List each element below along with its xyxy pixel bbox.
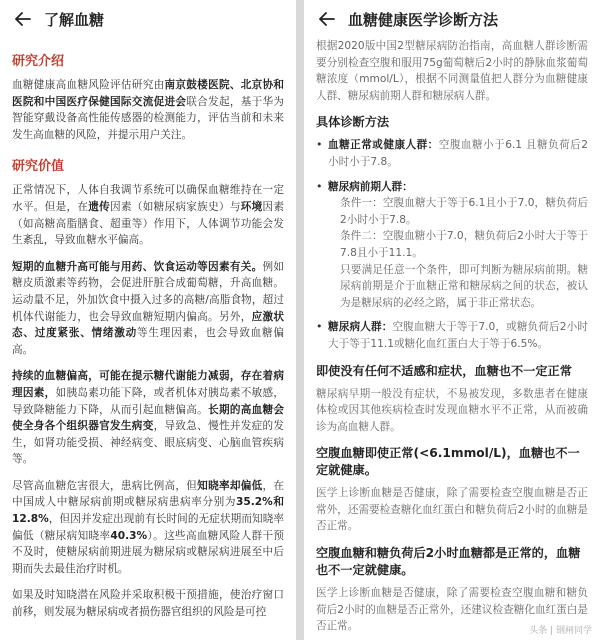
bullet-diabetes: • 糖尿病人群：空腹血糖大于等于7.0，或糖负荷后2小时大于等于11.1或糖化血红蛋白大于等于6.5%。: [316, 320, 588, 350]
bullet-dot: •: [316, 320, 323, 334]
value-paragraph-1: 正常情况下，人体自我调节系统可以确保血糖维持在一定水平。但是，在遗传因素（如糖尿病家族史）与环境因素（如高糖高脂膳食、超重等）作用下，人体调节功能会发生紊乱，导致血糖水平偏高。: [12, 184, 285, 247]
text-fasting-normal: 医学上诊断血糖是否健康，除了需要检查空腹血糖是否正常外，还需要检查糖化血红蛋白和糖负荷后2小时的血糖是否正常。: [316, 487, 588, 533]
condition-1: 条件一：空腹血糖大于等于6.1且小于7.0，糖负荷后2小时小于7.8。: [340, 197, 588, 226]
left-header: [12, 0, 284, 38]
arrow-left-icon: [319, 12, 335, 26]
heading-fasting-normal: 空腹血糖即使正常(<6.1mmol/L)，血糖也不一定就健康。: [316, 446, 580, 478]
heading-both-normal: 空腹血糖和糖负荷后2小时血糖都是正常的，血糖也不一定就健康。: [316, 546, 581, 578]
bullet-dot: •: [316, 138, 323, 152]
heading-no-symptoms: 即使没有任何不适感和症状，血糖也不一定正常: [316, 363, 572, 378]
intro-heading: 研究介绍: [12, 54, 65, 69]
value-paragraph-4: 尽管高血糖危害很大，患病比例高，但知晓率却偏低，在中国成人中糖尿病前期或糖尿病患病率分别为35.2%和12.8%，但因并发症出现前有长时间的无症状期而知晓率偏低（糖尿病知晓率40.3%）。这些高血糖风险人群干预不及时，使糖尿病前期进展为糖尿病或糖尿病进展至中后期而失去最佳治疗时机。: [12, 479, 285, 575]
right-header: [316, 0, 588, 38]
method-heading: 具体诊断方法: [316, 115, 390, 130]
bullet-dot: •: [316, 179, 323, 193]
bullet-normal: • 血糖正常或健康人群：空腹血糖小于6.1 且糖负荷后2小时小于7.8。: [316, 138, 588, 168]
text-no-symptoms: 糖尿病早期一般没有症状，不易被发现，多数患者在健康体检或因其他疾病检查时发现血糖水平不正常，从而被确诊为高血糖人群。: [316, 387, 588, 433]
page-title-right: 血糖健康医学诊断方法: [348, 10, 499, 29]
bullet-prediabetes: • 糖尿病前期人群： 条件一：空腹血糖大于等于6.1且小于7.0，糖负荷后2小时小于7.8。 条件二：空腹血糖小于7.0，糖负荷后2小时大于等于7.8且小于11.1。 只要满足任意一个条件，即可判断为糖尿病前期。糖尿病前期是介于血糖正常和糖尿病之间的状态，被认为是糖尿病的必经之路，属于非正常状态。: [316, 179, 588, 312]
text-both-normal: 医学上诊断血糖是否健康，除了需要检查空腹血糖和糖负荷后2小时的血糖是否正常外，还建议检查糖化血红蛋白是否正常。: [316, 587, 588, 633]
prediabetes-note: 只要满足任意一个条件，即可判断为糖尿病前期。糖尿病前期是介于血糖正常和糖尿病之间的状态，被认为是糖尿病的必经之路，属于非正常状态。: [340, 263, 588, 309]
condition-2: 条件二：空腹血糖小于7.0，糖负荷后2小时大于等于7.8且小于11.1。: [340, 230, 588, 259]
value-paragraph-3: 持续的血糖偏高，可能在提示糖代谢能力减弱，存在着病理因素，如胰岛素功能下降，或者机体对胰岛素不敏感，导致降糖能力下降，从而引起血糖偏高。长期的高血糖会使全身各个组织器官发生病变，导致急、慢性并发症的发生，如肾功能受损、神经病变、眼底病变、心脑血管疾病等。: [12, 370, 285, 466]
back-button[interactable]: [12, 8, 34, 30]
intro-paragraph: 血糖健康高血糖风险评估研究由南京鼓楼医院、北京协和医院和中国医疗保健国际交流促进会联合发起，基于华为智能穿戴设备高性能传感器的检测能力，评估当前和未来发生高血糖的风险，并提示用户关注。: [12, 79, 285, 141]
value-heading: 研究价值: [12, 159, 65, 175]
right-panel: [304, 0, 600, 640]
left-panel: [0, 0, 296, 640]
diagnosis-intro: 根据2020版中国2型糖尿病防治指南，高血糖人群诊断需要分别检查空腹和服用75g葡萄糖后2小时的静脉血浆葡萄糖浓度（mmol/L），根据不同测量值把人群分为血糖健康人群、糖尿病前期人群和糖尿病人群。: [316, 40, 588, 102]
page-title: 了解血糖: [44, 10, 105, 29]
back-button-right[interactable]: [316, 8, 338, 30]
arrow-left-icon: [15, 12, 31, 26]
value-paragraph-5: 如果及时知晓潜在风险并采取积极干预措施，使治疗窗口前移，则发展为糖尿病或者损伤器官组织的风险是可控: [12, 589, 284, 619]
watermark: 头条 | 钢闸同学: [529, 626, 592, 636]
value-paragraph-2: 短期的血糖升高可能与用药、饮食运动等因素有关。例如糖皮质激素等药物，会促进肝脏合成葡萄糖，升高血糖。运动量不足，外加饮食中摄入过多的高糖/高脂食物，超过机体代谢能力，也会导致血糖短期内偏高。另外，应激状态、过度紧张、情绪激动等生理因素，也会导致血糖偏高。: [12, 260, 285, 356]
